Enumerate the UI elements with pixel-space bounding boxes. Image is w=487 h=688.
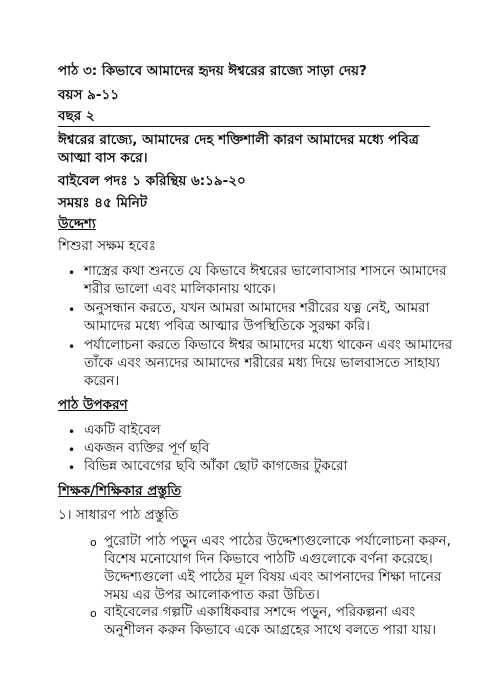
prep-item-1-line-1: পুরোটা পাঠ পড়ুন এবং পাঠের উদ্দেশ্যগুলোকে পর্যালোচনা করুন, [104, 533, 451, 549]
theme-line-2: আত্মা বাস করে। [58, 150, 148, 166]
bible-verse: বাইবেল পদঃ ১ করিন্থিয় ৬:১৯-২০ [58, 173, 246, 189]
materials-heading: পাঠ উপকরণ [58, 397, 128, 413]
bullet-icon: • [68, 303, 76, 317]
objectives-intro: শিশুরা সক্ষম হবেঃ [58, 238, 156, 254]
bullet-icon: • [68, 443, 76, 457]
teacher-prep-heading: শিক্ষক/শিক্ষিকার প্রস্তুতি [58, 483, 182, 499]
material-item-3: বিভিন্ন আবেগের ছবি আঁকা ছোট কাগজের টুকরো [84, 458, 348, 474]
hollow-bullet-icon: o [90, 536, 97, 549]
year-label: বছর ২ [58, 108, 95, 124]
prep-item-1-line-3: উদ্দেশ্যগুলো এই পাঠের মূল বিষয় এবং আপনাদের শিক্ষা দানের [104, 569, 442, 585]
objective-3-line-2: তাঁকে এবং অন্যদের আমাদের শরীরের মধ্য দিয়ে ভালবাসতে সাহায্য [84, 355, 440, 371]
objective-2-line-1: অনুসন্ধান করতে, যখন আমরা আমাদের শরীরের যত্ন নেই, আমরা [84, 300, 430, 316]
material-item-1: একটি বাইবেল [84, 422, 161, 438]
objective-2-line-2: আমাদের মধ্যে পবিত্র আত্মার উপস্থিতিকে সুরক্ষা করি। [84, 318, 370, 334]
theme-line-1: ঈশ্বরের রাজ্যে, আমাদের দেহ শক্তিশালী কারণ আমাদের মধ্যে পবিত্র [58, 132, 419, 148]
material-item-2: একজন ব্যক্তির পূর্ণ ছবি [84, 440, 210, 456]
prep-item-1-line-4: সময় এর উপর আলোকপাত করা উচিত। [104, 587, 320, 603]
objectives-heading: উদ্দেশ্য [58, 216, 96, 232]
prep-item-2-line-1: বাইবেলের গল্পটি একাধিকবার সশব্দে পড়ুন, পরিকল্পনা এবং [104, 604, 416, 620]
objective-3-line-1: পর্যালোচনা করতে কিভাবে ঈশ্বর আমাদের মধ্যে থাকেন এবং আমাদের [84, 337, 453, 353]
divider-rule [58, 126, 430, 127]
bullet-icon: • [68, 266, 76, 280]
duration: সময়ঃ ৪৫ মিনিট [58, 195, 148, 211]
prep-item-2-line-2: অনুশীলন করুন কিভাবে একে আগ্রহের সাথে বলতে পারা যায়। [104, 622, 437, 638]
bullet-icon: • [68, 340, 76, 354]
bullet-icon: • [68, 425, 76, 439]
objective-1-line-1: শাস্ত্রের কথা শুনতে যে কিভাবে ঈশ্বরের ভালোবাসার শাসনে আমাদের [84, 263, 447, 279]
prep-section-1: ১। সাধারণ পাঠ প্রস্তুতি [58, 507, 179, 523]
age-range: বয়স ৯-১১ [58, 87, 119, 103]
objective-3-line-3: করেন। [84, 373, 120, 389]
lesson-title: পাঠ ৩: কিভাবে আমাদের হৃদয় ঈশ্বরের রাজ্যে সাড়া দেয়? [58, 63, 367, 79]
objective-1-line-2: শরীর ভালো এবং মালিকানায় থাকে। [84, 281, 276, 297]
bullet-icon: • [68, 461, 76, 475]
prep-item-1-line-2: বিশেষ মনোযোগ দিন কিভাবে পাঠটি এগুলোকে বর্ণনা করেছে। [104, 551, 433, 567]
hollow-bullet-icon: o [90, 607, 97, 620]
